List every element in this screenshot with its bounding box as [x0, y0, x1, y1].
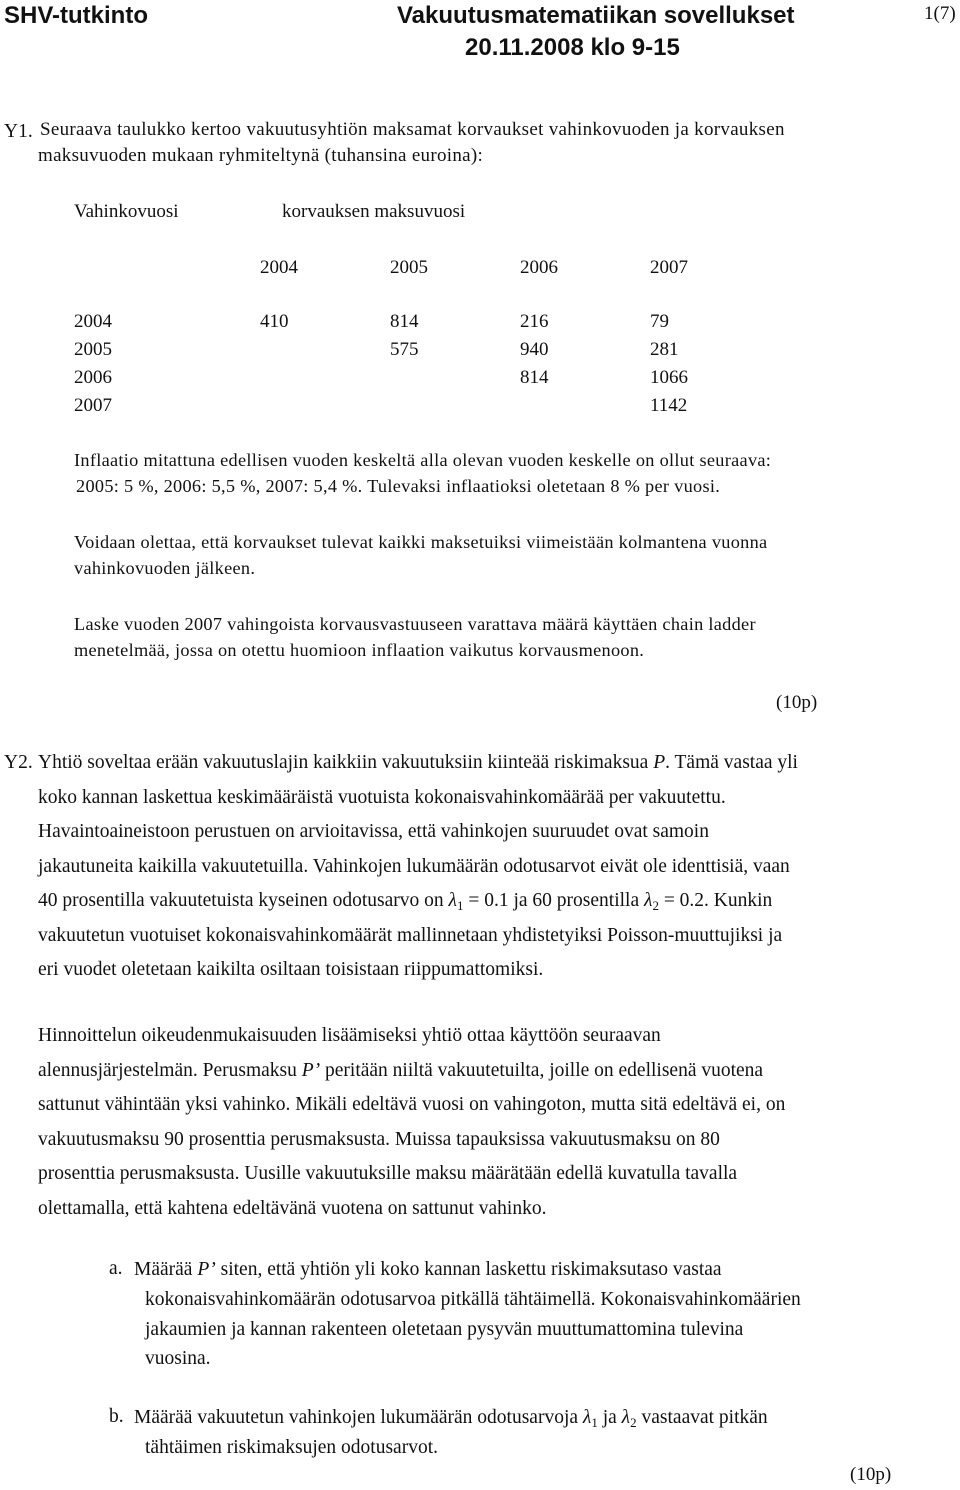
table-column-header: korvauksen maksuvuosi — [282, 201, 466, 222]
table-col-year: 2006 — [520, 257, 558, 278]
task-text: Laske vuoden 2007 vahingoista korvausvastuuseen varattava määrä käyttäen chain ladder menetelmää, jossa on otettu huomioon inflaation vaikutus korvausmenoon. — [74, 614, 756, 660]
question-2-label: Y2. — [4, 752, 33, 773]
table-col-year: 2004 — [260, 257, 298, 278]
subtask-a: Määrää P’ siten, että yhtiön yli koko kannan laskettu riskimaksutaso vastaa kokonaisvahinkomäärän odotusarvoa pitkällä tähtäimellä. Kokonaisvahinkomäärien jakaumien ja kannan rakenteen oletetaan pysyvän muuttumattomina tulevina vuosina. — [134, 1259, 801, 1370]
subtask-b-marker: b. — [109, 1406, 124, 1427]
table-cell: 575 — [390, 339, 419, 360]
table-cell: 940 — [520, 339, 549, 360]
table-row-year: 2005 — [74, 339, 112, 360]
table-cell: 814 — [520, 367, 549, 388]
assumption-text: Voidaan olettaa, että korvaukset tulevat kaikki maksetuiksi viimeistään kolmantena vuonna vahinkovuoden jälkeen. — [74, 532, 768, 578]
table-col-year: 2005 — [390, 257, 428, 278]
table-cell: 79 — [650, 311, 669, 332]
table-row-year: 2004 — [74, 311, 112, 332]
table-row-year: 2006 — [74, 367, 112, 388]
question-1-label: Y1. — [4, 121, 33, 142]
subtask-a-marker: a. — [109, 1258, 123, 1279]
question-2-points: (10p) — [850, 1464, 892, 1485]
exam-name: SHV-tutkinto — [4, 2, 148, 29]
course-title: Vakuutusmatematiikan sovellukset — [397, 2, 795, 29]
exam-date: 20.11.2008 klo 9-15 — [465, 34, 680, 61]
table-row-header: Vahinkovuosi — [74, 201, 179, 222]
question-1-intro: Seuraava taulukko kertoo vakuutusyhtiön maksamat korvaukset vahinkovuoden ja korvauksen maksuvuoden mukaan ryhmiteltynä (tuhansina euroina): — [38, 119, 785, 166]
table-cell: 410 — [260, 311, 289, 332]
question-2-paragraph-1: Yhtiö soveltaa erään vakuutuslajin kaikkiin vakuutuksiin kiinteää riskimaksua P. Tämä vastaa yli koko kannan laskettua keskimääräistä vuotuista kokonaisvahinkomäärää per vakuutettu. Havaintoaineistoon perustuen on arvioitavissa, että vahinkojen suuruudet ovat samoin jakautuneita kaikilla vakuutetuilla. Vahinkojen lukumäärän odotusarvot eivät ole identtisiä, vaan 40 prosentilla vakuutetuista kyseinen odotusarvo on $\lambda_1 = 0.1$ ja 60 prosentilla $\lambda_2 = 0.2$. Kunkin vakuutetun vuotuiset kokonaisvahinkomäärät mallinnetaan yhdistetyiksi Poisson-muuttujiksi ja eri vuodet oletetaan kaikilta osiltaan toisistaan riippumattomiksi. — [38, 752, 798, 980]
page-number: 1(7) — [924, 3, 956, 24]
table-row-year: 2007 — [74, 395, 112, 416]
table-cell: 216 — [520, 311, 549, 332]
question-2-paragraph-2: Hinnoittelun oikeudenmukaisuuden lisäämiseksi yhtiö ottaa käyttöön seuraavan alennusjärjestelmän. Perusmaksu P’ peritään niiltä vakuutetuilta, joille on edellisenä vuotena sattunut vähintään yksi vahinko. Mikäli edeltävä vuosi on vahingoton, mutta sitä edeltävä ei, on vakuutusmaksu 90 prosenttia perusmaksusta. Muissa tapauksissa vakuutusmaksu on 80 prosenttia perusmaksusta. Uusille vakuutuksille maksu määrätään edellä kuvatulla tavalla olettamalla, että kahtena edeltävänä vuotena on sattunut vahinko. — [38, 1025, 786, 1219]
table-cell: 1142 — [650, 395, 688, 416]
subtask-b: Määrää vakuutetun vahinkojen lukumäärän odotusarvoja $\lambda_1$ ja $\lambda_2$ vastaavat pitkän tähtäimen riskimaksujen odotusarvot. — [134, 1407, 768, 1458]
question-1-points: (10p) — [776, 692, 818, 713]
table-col-year: 2007 — [650, 257, 688, 278]
table-cell: 814 — [390, 311, 419, 332]
table-cell: 281 — [650, 339, 679, 360]
inflation-text: Inflaatio mitattuna edellisen vuoden keskeltä alla olevan vuoden keskelle on ollut seuraava: 2005: 5 %, 2006: 5,5 %, 2007: 5,4 %. Tulevaksi inflaatioksi oletetaan 8 % per vuosi. — [74, 450, 772, 496]
table-cell: 1066 — [650, 367, 688, 388]
